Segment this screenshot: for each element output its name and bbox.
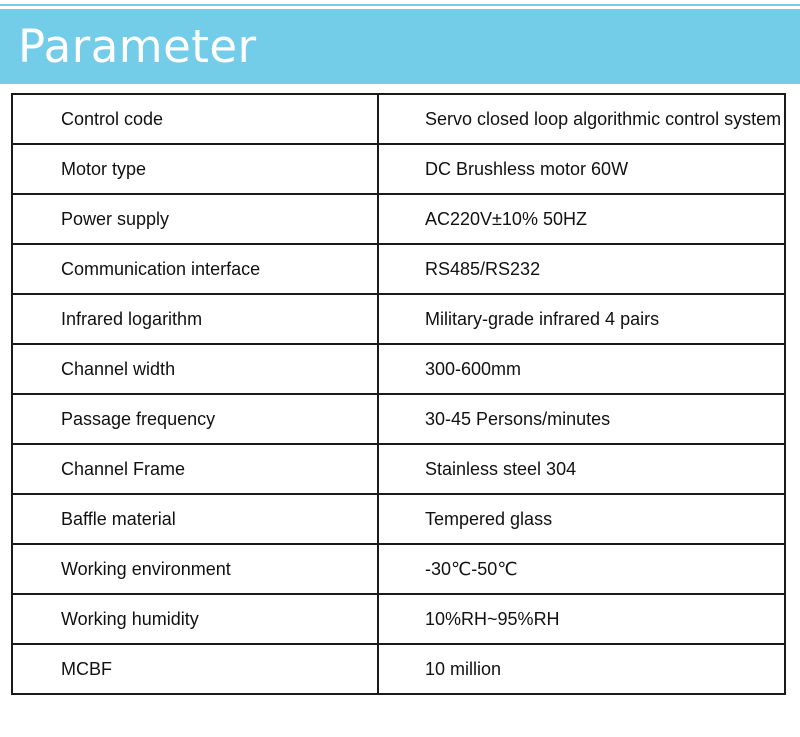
parameter-value: 300-600mm <box>378 344 785 394</box>
parameter-label: Power supply <box>12 194 378 244</box>
table-row <box>12 294 785 344</box>
table-row <box>12 244 785 294</box>
parameter-value: AC220V±10% 50HZ <box>378 194 785 244</box>
parameter-value: Stainless steel 304 <box>378 444 785 494</box>
parameter-table <box>11 93 786 695</box>
table-row <box>12 594 785 644</box>
parameter-value: DC Brushless motor 60W <box>378 144 785 194</box>
parameter-label: Baffle material <box>12 494 378 544</box>
table-row <box>12 194 785 244</box>
parameter-label: Control code <box>12 94 378 144</box>
parameter-value: -30℃-50℃ <box>378 544 785 594</box>
parameter-label: Channel Frame <box>12 444 378 494</box>
parameter-label: Working environment <box>12 544 378 594</box>
table-row <box>12 444 785 494</box>
header-banner <box>0 9 800 84</box>
parameter-value: 10 million <box>378 644 785 694</box>
parameter-value: 30-45 Persons/minutes <box>378 394 785 444</box>
table-row <box>12 144 785 194</box>
parameter-value: Military-grade infrared 4 pairs <box>378 294 785 344</box>
table-row <box>12 394 785 444</box>
parameter-label: Channel width <box>12 344 378 394</box>
header-accent-line <box>0 4 800 6</box>
table-row <box>12 544 785 594</box>
parameter-label: Working humidity <box>12 594 378 644</box>
table-row <box>12 94 785 144</box>
parameter-value: Tempered glass <box>378 494 785 544</box>
parameter-label: Communication interface <box>12 244 378 294</box>
table-row <box>12 494 785 544</box>
parameter-label: Passage frequency <box>12 394 378 444</box>
parameter-label: Motor type <box>12 144 378 194</box>
parameter-value: Servo closed loop algorithmic control system <box>378 94 785 144</box>
page-title: Parameter <box>18 20 257 73</box>
table-row <box>12 344 785 394</box>
parameter-label: Infrared logarithm <box>12 294 378 344</box>
table-row <box>12 644 785 694</box>
parameter-value: RS485/RS232 <box>378 244 785 294</box>
parameter-label: MCBF <box>12 644 378 694</box>
parameter-value: 10%RH~95%RH <box>378 594 785 644</box>
